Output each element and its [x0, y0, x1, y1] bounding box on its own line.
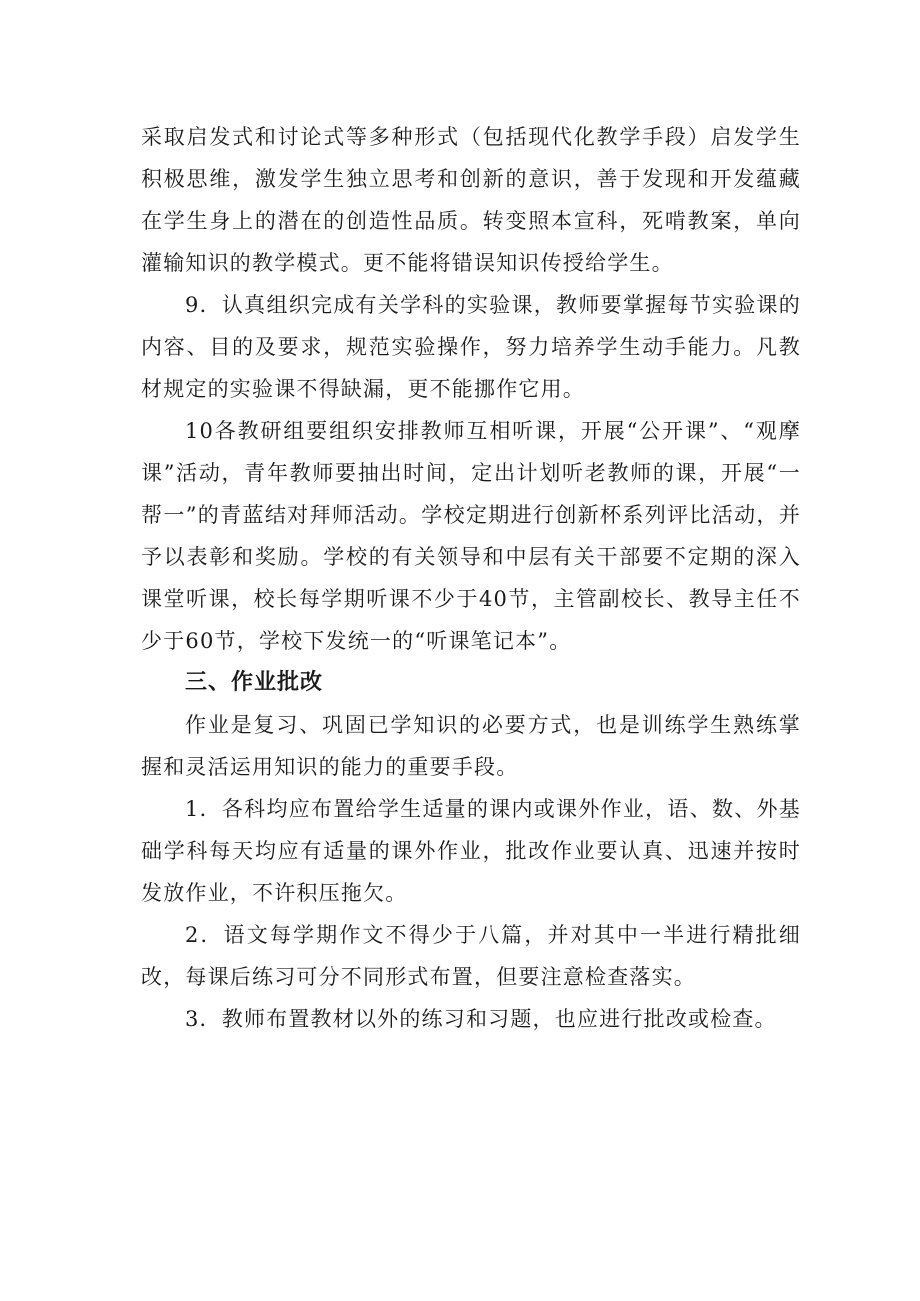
paragraph-homework-item-3: 3．教师布置教材以外的练习和习题，也应进行批改或检查。 [185, 1007, 777, 1031]
paragraph-item-9-experiments: 9．认真组织完成有关学科的实验课，教师要掌握每节实验课的内容、目的及要求，规范实验操作，努力培养学生动手能力。凡教材规定的实验课不得缺漏，更不能挪作它用。 [141, 293, 801, 401]
paragraph-homework-item-1: 1．各科均应布置给学生适量的课内或课外作业，语、数、外基础学科每天均应有适量的课外作业，批改作业要认真、迅速并按时发放作业，不许积压拖欠。 [141, 797, 801, 905]
paragraph-homework-intro: 作业是复习、巩固已学知识的必要方式，也是训练学生熟练掌握和灵活运用知识的能力的重要手段。 [141, 713, 801, 779]
paragraph-teaching-methods: 采取启发式和讨论式等多种形式（包括现代化教学手段）启发学生积极思维，激发学生独立思考和创新的意识，善于发现和开发蕴藏在学生身上的潜在的创造性品质。转变照本宣科，死啃教案，单向灌输知识的教学模式。更不能将错误知识传授给学生。 [141, 125, 801, 275]
document-page [141, 116, 801, 1040]
paragraph-item-10-lesson-observation: 10各教研组要组织安排教师互相听课，开展“公开课”、“观摩课”活动，青年教师要抽出时间，定出计划听老教师的课，开展“一帮一”的青蓝结对拜师活动。学校定期进行创新杯系列评比活动，并予以表彰和奖励。学校的有关领导和中层有关干部要不定期的深入课堂听课，校长每学期听课不少于40节，主管副校长、教导主任不少于60节，学校下发统一的“听课笔记本”。 [141, 419, 801, 653]
section-heading-homework: 三、作业批改 [185, 670, 324, 695]
paragraph-homework-item-2: 2．语文每学期作文不得少于八篇，并对其中一半进行精批细改，每课后练习可分不同形式布置，但要注意检查落实。 [141, 923, 801, 989]
